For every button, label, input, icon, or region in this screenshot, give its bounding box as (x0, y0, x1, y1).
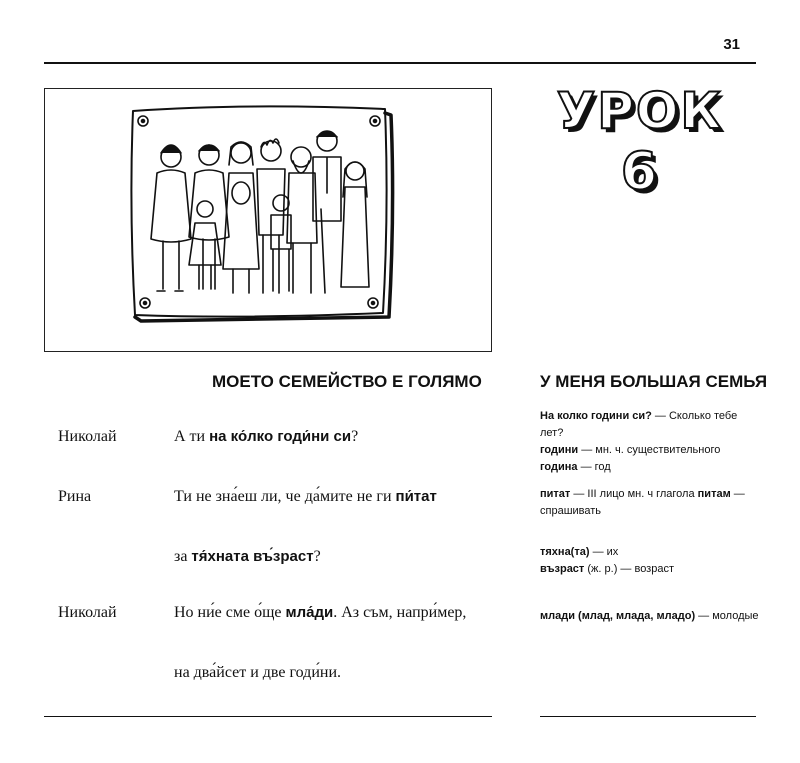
bottom-rule-left (44, 716, 492, 717)
text-run: (ж. р.) — возраст (584, 563, 674, 575)
text-run: — молодые (695, 610, 759, 622)
bold-term: на ко́лко годи́ни си (209, 428, 352, 445)
dialogue-line (174, 428, 358, 446)
gloss-entry (540, 486, 762, 520)
text-run: ? (313, 548, 321, 565)
page-number: 31 (723, 36, 740, 53)
dialogue-line (174, 604, 466, 622)
speaker-name: Николай (58, 604, 117, 621)
family-illustration (44, 88, 492, 352)
text-run: за (174, 548, 192, 565)
speaker-name: Рина (58, 488, 92, 505)
lesson-title (540, 82, 740, 202)
bold-term: година (540, 461, 578, 473)
bold-term: питат (540, 488, 571, 500)
speaker-name: Николай (58, 428, 117, 445)
gloss-entry (540, 459, 762, 476)
bold-term: години (540, 444, 579, 456)
gloss-entry (540, 408, 762, 442)
bold-term: възраст (540, 563, 585, 575)
bold-term: тя́хната въ́зраст (191, 548, 314, 565)
section-heading-bulgarian: МОЕТО СЕМЕЙСТВО Е ГОЛЯМО (212, 372, 482, 391)
text-run: — их (589, 546, 619, 558)
gloss-entry (540, 442, 762, 459)
text-run: — спрашивать (540, 488, 745, 517)
top-rule (44, 62, 756, 64)
gloss-block (540, 608, 762, 625)
text-run: — год (577, 461, 611, 473)
bold-term: питам (697, 488, 731, 500)
dialogue-line (174, 664, 341, 682)
bold-term: мла́ди (285, 604, 334, 621)
gloss-block (540, 408, 762, 476)
family-photo-drawing (45, 89, 493, 353)
gloss-entry (540, 608, 762, 625)
lesson-number: 6 (620, 142, 660, 202)
gloss-block (540, 486, 762, 520)
section-heading-russian: У МЕНЯ БОЛЬШАЯ СЕМЬЯ (540, 372, 768, 391)
text-run: ? (351, 428, 359, 445)
bold-term: На колко години си? (540, 410, 652, 422)
bold-term: тяхна(та) (540, 546, 590, 558)
gloss-entry (540, 544, 762, 561)
lesson-word: УРОК (556, 82, 724, 140)
bottom-rule-right (540, 716, 756, 717)
text-run: — III лицо мн. ч глагола (570, 488, 698, 500)
bold-term: пи́тат (395, 488, 437, 505)
dialogue-line (174, 548, 321, 566)
dialogue-line (174, 488, 437, 506)
text-run: — Сколько тебе лет? (540, 410, 738, 439)
text-run: на два́йсет и две годи́ни. (174, 664, 341, 681)
text-run: . Аз съм, напри́мер, (333, 604, 467, 621)
text-run: — мн. ч. существительного (578, 444, 721, 456)
gloss-entry (540, 561, 762, 578)
gloss-block (540, 544, 762, 578)
text-run: А ти (174, 428, 210, 445)
text-run: Ти не зна́еш ли, че да́мите не ги (174, 488, 396, 505)
bold-term: млади (млад, млада, младо) (540, 610, 696, 622)
text-run: Но ни́е сме о́ще (174, 604, 286, 621)
